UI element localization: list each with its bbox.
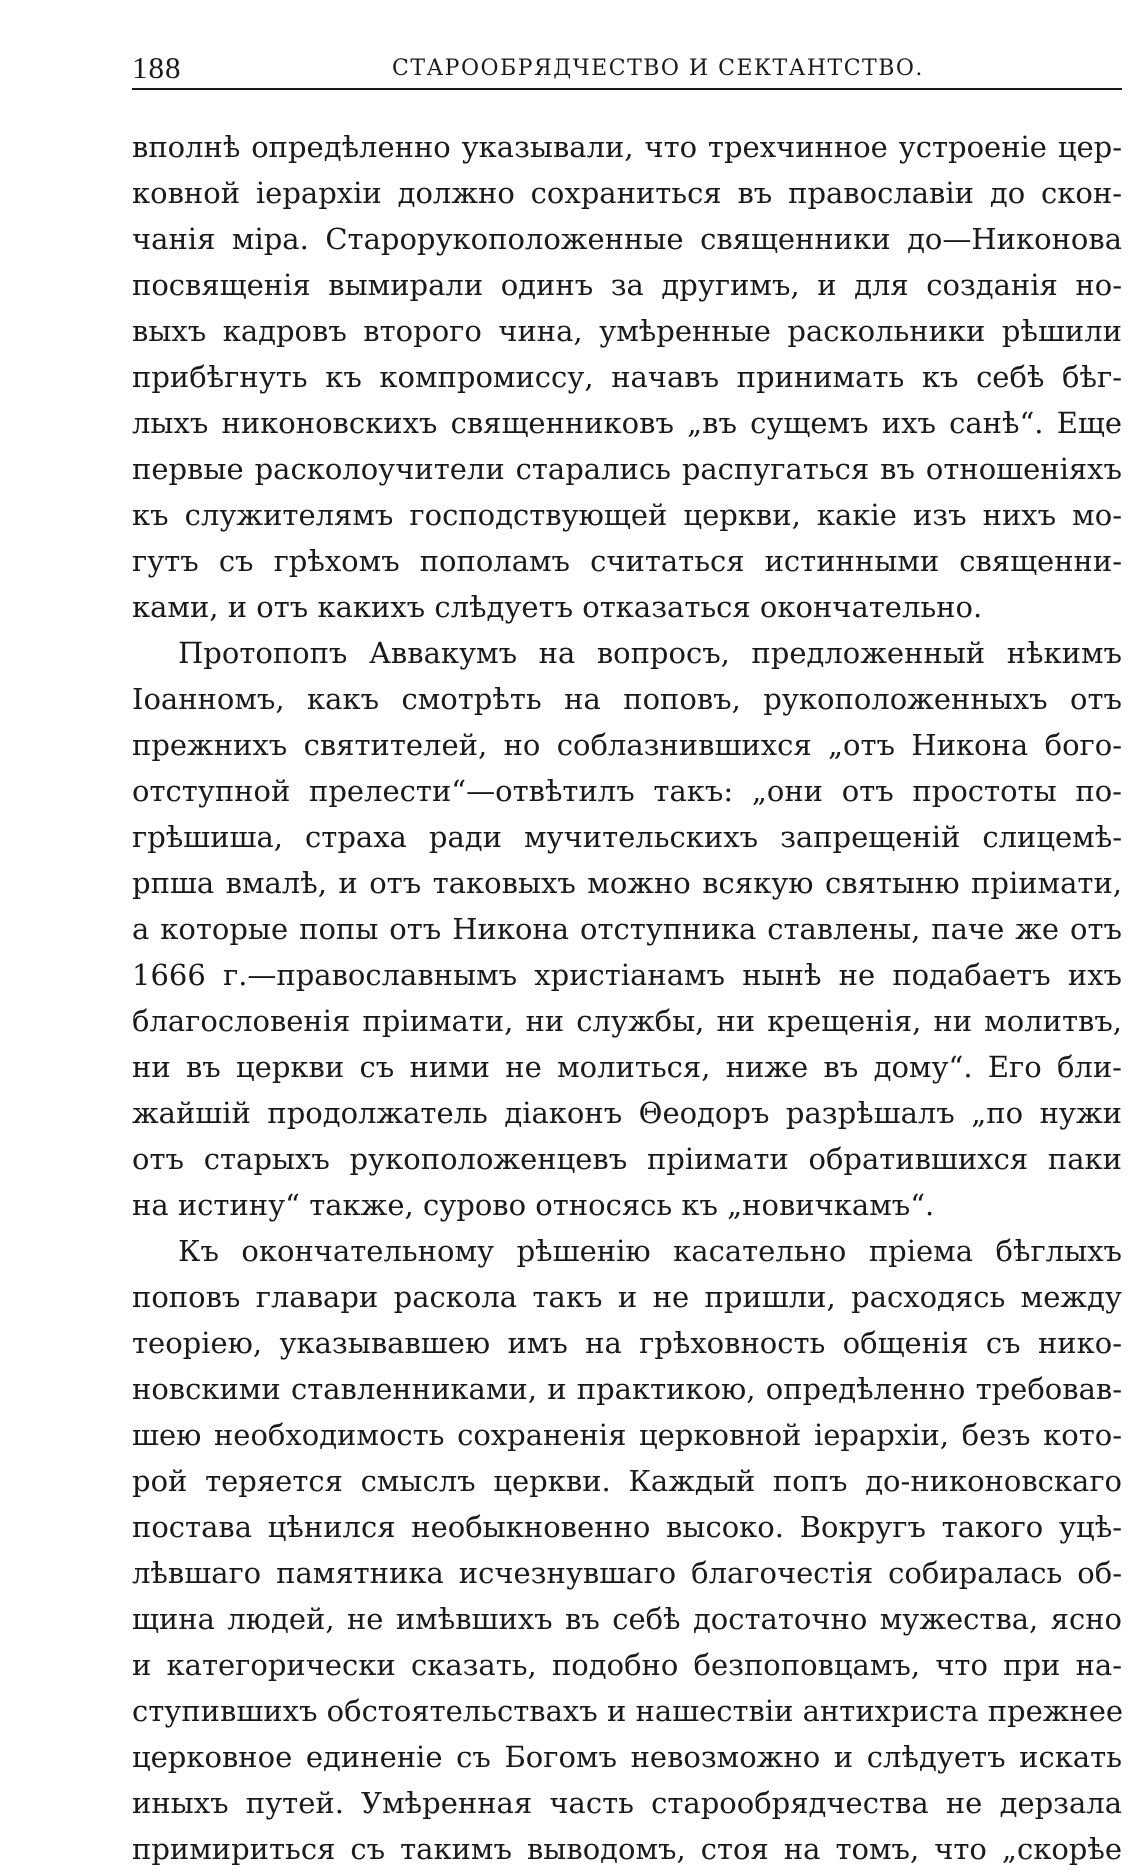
text-line: рпша вмалѣ, и отъ таковыхъ можно всякую святыню прiимати, [132,866,1122,900]
text-line: вполнѣ опредѣленно указывали, что трехчинное устроенiе цер- [132,130,1122,164]
text-line: ступившихъ обстоятельствахъ и нашествiи антихриста прежнее [132,1694,1124,1728]
text-line: церковное единенiе съ Богомъ невозможно и слѣдуетъ искать [132,1740,1122,1774]
running-title: СТАРООБРЯДЧЕСТВО И СЕКТАНТСТВО. [392,56,924,81]
text-line: отступной прелести“—отвѣтилъ такъ: „они отъ простоты по- [132,774,1122,808]
text-line: первые расколоучители старались распугаться въ отношенiяхъ [132,452,1122,486]
text-line: выхъ кадровъ второго чина, умѣренные раскольники рѣшили [132,314,1122,348]
text-line: грѣшиша, страха ради мучительскихъ запрещенiй слицемѣ- [132,820,1122,854]
text-line: прибѣгнуть къ компромиссу, начавъ принимать къ себѣ бѣг- [132,360,1122,394]
text-line: примириться съ такимъ выводомъ, стоя на томъ, что „скорѣе [132,1832,1122,1866]
running-head [132,42,1122,90]
text-line: ками, и отъ какихъ слѣдуетъ отказаться окончательно. [132,590,983,624]
text-line: ни въ церкви съ ними не молиться, ниже въ дому“. Его бли- [132,1050,1122,1084]
book-page [132,42,1122,1872]
paragraph [132,630,1122,1228]
text-line: и категорически сказать, подобно безпоповцамъ, что при на- [132,1648,1122,1682]
text-line: отъ старыхъ рукоположенцевъ прiимати обратившихся паки [132,1142,1122,1176]
text-line: на истину“ также, сурово относясь къ „новичкамъ“. [132,1188,935,1222]
text-line: новскими ставленниками, и практикою, опредѣленно требовав- [132,1372,1122,1406]
text-line: шею необходимость сохраненiя церковной iерархiи, безъ кото- [132,1418,1122,1452]
text-line: чанiя мiра. Старорукоположенные священники до—Никонова [132,222,1122,256]
text-line: Къ окончательному рѣшенiю касательно прiема бѣглыхъ [178,1234,1122,1268]
text-line: щина людей, не имѣвшихъ въ себѣ достаточно мужества, ясно [132,1602,1122,1636]
text-line: лѣвшаго памятника исчезнувшаго благочестiя собиралась об- [132,1556,1122,1590]
text-line: прежнихъ святителей, но соблазнившихся „отъ Никона бого- [132,728,1122,762]
text-line: къ служителямъ господствующей церкви, какiе изъ нихъ мо- [132,498,1122,532]
text-line: благословенiя прiимати, ни службы, ни крещенiя, ни молитвъ, [132,1004,1122,1038]
text-line: поповъ главари раскола такъ и не пришли, расходясь между [132,1280,1122,1314]
text-line: ковной iерархiи должно сохраниться въ православiи до скон- [132,176,1122,210]
text-line: а которые попы отъ Никона отступника ставлены, паче же отъ [132,912,1122,946]
text-line: 1666 г.—православнымъ христiанамъ нынѣ не подабаетъ ихъ [132,958,1122,992]
text-line: посвященiя вымирали одинъ за другимъ, и для созданiя но- [132,268,1122,302]
text-line: Протопопъ Аввакумъ на вопросъ, предложенный нѣкимъ [178,636,1122,670]
page-number: 188 [132,50,182,85]
text-line: жайшiй продолжатель дiаконъ Θеодоръ разрѣшалъ „по нужи [132,1096,1122,1130]
body-text [132,124,1122,1872]
text-line: постава цѣнился необыкновенно высоко. Вокругъ такого уцѣ- [132,1510,1122,1544]
text-line: гутъ съ грѣхомъ пополамъ считаться истинными священни- [132,544,1122,578]
text-line: иныхъ путей. Умѣренная часть старообрядчества не дерзала [132,1786,1122,1820]
text-line: Iоанномъ, какъ смотрѣть на поповъ, рукоположенныхъ отъ [132,682,1122,716]
paragraph [132,1228,1122,1872]
text-line: лыхъ никоновскихъ священниковъ „въ сущемъ ихъ санѣ“. Еще [132,406,1122,440]
paragraph [132,124,1122,630]
text-line: теорiею, указывавшею имъ на грѣховность общенiя съ нико- [132,1326,1122,1360]
text-line: рой теряется смыслъ церкви. Каждый попъ до-никоновскаго [132,1464,1122,1498]
